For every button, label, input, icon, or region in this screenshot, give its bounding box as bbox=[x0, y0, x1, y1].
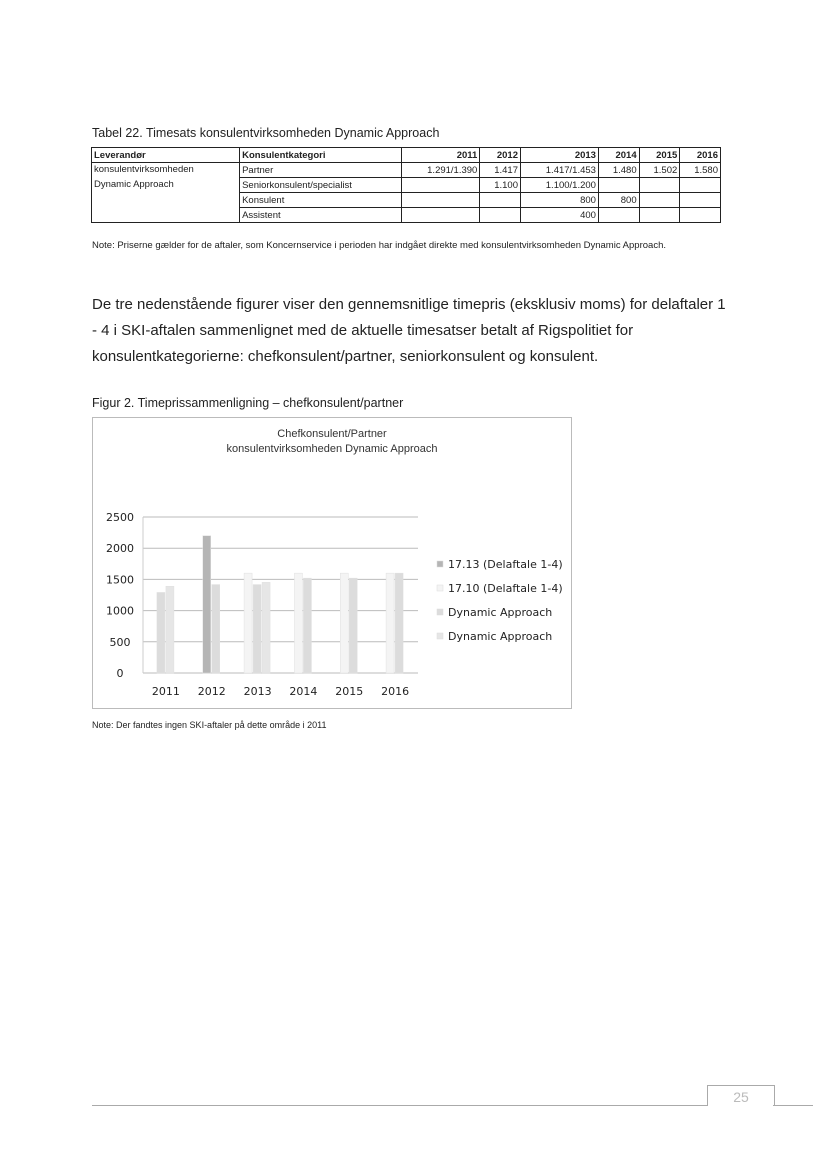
legend-label: 17.13 (Delaftale 1-4) bbox=[448, 558, 563, 571]
table-cell: 1.502 bbox=[639, 163, 680, 178]
table-row bbox=[92, 193, 721, 208]
table-cell bbox=[680, 208, 721, 223]
table-cell: Partner bbox=[240, 163, 402, 178]
x-tick-label: 2014 bbox=[289, 685, 318, 698]
table-cell bbox=[598, 178, 639, 193]
footer-rule bbox=[92, 1105, 707, 1106]
bar-2016-series-2 bbox=[395, 573, 403, 673]
bar-2012-series-0 bbox=[203, 536, 211, 673]
body-paragraph: De tre nedenstående figurer viser den gennemsnitlige timepris (eksklusiv moms) for delaftaler 1 - 4 i SKI-aftalen sammenlignet med de aktuelle timesatser betalt af Rigspolitiet for konsulentkategorierne: chefkonsulent/partner, seniorkonsulent og konsulent. bbox=[92, 296, 726, 365]
x-tick-label: 2011 bbox=[151, 685, 180, 698]
table-cell bbox=[402, 178, 480, 193]
supplier-cell: Dynamic Approach bbox=[92, 178, 240, 193]
footer-rule bbox=[773, 1105, 813, 1106]
table-cell: 1.291/1.390 bbox=[402, 163, 480, 178]
bar-2014-series-1 bbox=[294, 573, 302, 673]
x-tick-label: 2015 bbox=[335, 685, 364, 698]
column-header: 2014 bbox=[598, 148, 639, 163]
table-cell bbox=[680, 193, 721, 208]
table-row bbox=[92, 178, 721, 193]
y-tick-label: 1500 bbox=[106, 573, 134, 587]
bar-2015-series-1 bbox=[340, 573, 348, 673]
bar-2013-series-3 bbox=[262, 582, 270, 673]
table-cell bbox=[639, 193, 680, 208]
table-cell: 400 bbox=[520, 208, 598, 223]
legend-label: Dynamic Approach bbox=[448, 630, 553, 643]
supplier-cell: konsulentvirksomheden bbox=[92, 163, 240, 178]
bar-2011-series-2 bbox=[157, 592, 165, 673]
table-cell bbox=[680, 178, 721, 193]
table-cell: 1.480 bbox=[598, 163, 639, 178]
column-header: 2011 bbox=[402, 148, 480, 163]
y-tick-label: 500 bbox=[109, 635, 131, 649]
x-tick-label: 2016 bbox=[381, 685, 410, 698]
table-row bbox=[92, 208, 721, 223]
table-cell bbox=[639, 208, 680, 223]
table-cell bbox=[480, 208, 521, 223]
bar-2013-series-1 bbox=[244, 573, 252, 673]
bar-2015-series-2 bbox=[349, 578, 357, 673]
column-header: Konsulentkategori bbox=[240, 148, 402, 163]
table-cell: 1.417/1.453 bbox=[520, 163, 598, 178]
table-cell: Assistent bbox=[240, 208, 402, 223]
legend-swatch bbox=[437, 585, 443, 591]
table-cell: 1.417 bbox=[480, 163, 521, 178]
column-header: 2012 bbox=[480, 148, 521, 163]
table-header-row bbox=[92, 148, 721, 163]
figure-note: Note: Der fandtes ingen SKI-aftaler på dette område i 2011 bbox=[92, 720, 327, 730]
y-tick-label: 2000 bbox=[106, 542, 134, 556]
chart-title: Chefkonsulent/Partner bbox=[277, 428, 387, 440]
legend-swatch bbox=[437, 633, 443, 639]
table-cell: 1.100 bbox=[480, 178, 521, 193]
supplier-cell bbox=[92, 208, 240, 223]
bar-2016-series-1 bbox=[386, 573, 394, 673]
legend-label: Dynamic Approach bbox=[448, 606, 553, 619]
bar-2011-series-3 bbox=[166, 586, 174, 673]
table-cell bbox=[480, 193, 521, 208]
bar-chart bbox=[92, 417, 572, 709]
legend-swatch bbox=[437, 609, 443, 615]
column-header: Leverandør bbox=[92, 148, 240, 163]
y-tick-label: 2500 bbox=[106, 511, 134, 524]
table-cell: 800 bbox=[520, 193, 598, 208]
table-cell: Konsulent bbox=[240, 193, 402, 208]
column-header: 2013 bbox=[520, 148, 598, 163]
column-header: 2016 bbox=[680, 148, 721, 163]
chart-subtitle: konsulentvirksomheden Dynamic Approach bbox=[226, 443, 438, 455]
table-cell: 1.580 bbox=[680, 163, 721, 178]
table-cell: 800 bbox=[598, 193, 639, 208]
bar-2013-series-2 bbox=[253, 585, 261, 673]
x-tick-label: 2012 bbox=[197, 685, 226, 698]
legend-swatch bbox=[437, 561, 443, 567]
figure-caption: Figur 2. Timeprissammenligning – chefkonsulent/partner bbox=[92, 396, 404, 410]
bar-2014-series-2 bbox=[303, 578, 311, 673]
table-cell bbox=[402, 193, 480, 208]
table-cell: Seniorkonsulent/specialist bbox=[240, 178, 402, 193]
table-caption: Tabel 22. Timesats konsulentvirksomheden Dynamic Approach bbox=[92, 126, 440, 140]
bar-2012-series-2 bbox=[212, 585, 220, 673]
table-cell bbox=[402, 208, 480, 223]
column-header: 2015 bbox=[639, 148, 680, 163]
page-number: 25 bbox=[707, 1085, 775, 1106]
x-tick-label: 2013 bbox=[243, 685, 272, 698]
legend-label: 17.10 (Delaftale 1-4) bbox=[448, 582, 563, 595]
table-row bbox=[92, 163, 721, 178]
table-cell bbox=[598, 208, 639, 223]
rates-table bbox=[91, 147, 721, 223]
y-tick-label: 0 bbox=[116, 667, 124, 680]
table-note: Note: Priserne gælder for de aftaler, som Koncernservice i perioden har indgået direkte med konsulentvirksomheden Dynamic Approach. bbox=[92, 240, 666, 251]
y-tick-label: 1000 bbox=[106, 604, 134, 618]
table-cell bbox=[639, 178, 680, 193]
supplier-cell bbox=[92, 193, 240, 208]
table-cell: 1.100/1.200 bbox=[520, 178, 598, 193]
